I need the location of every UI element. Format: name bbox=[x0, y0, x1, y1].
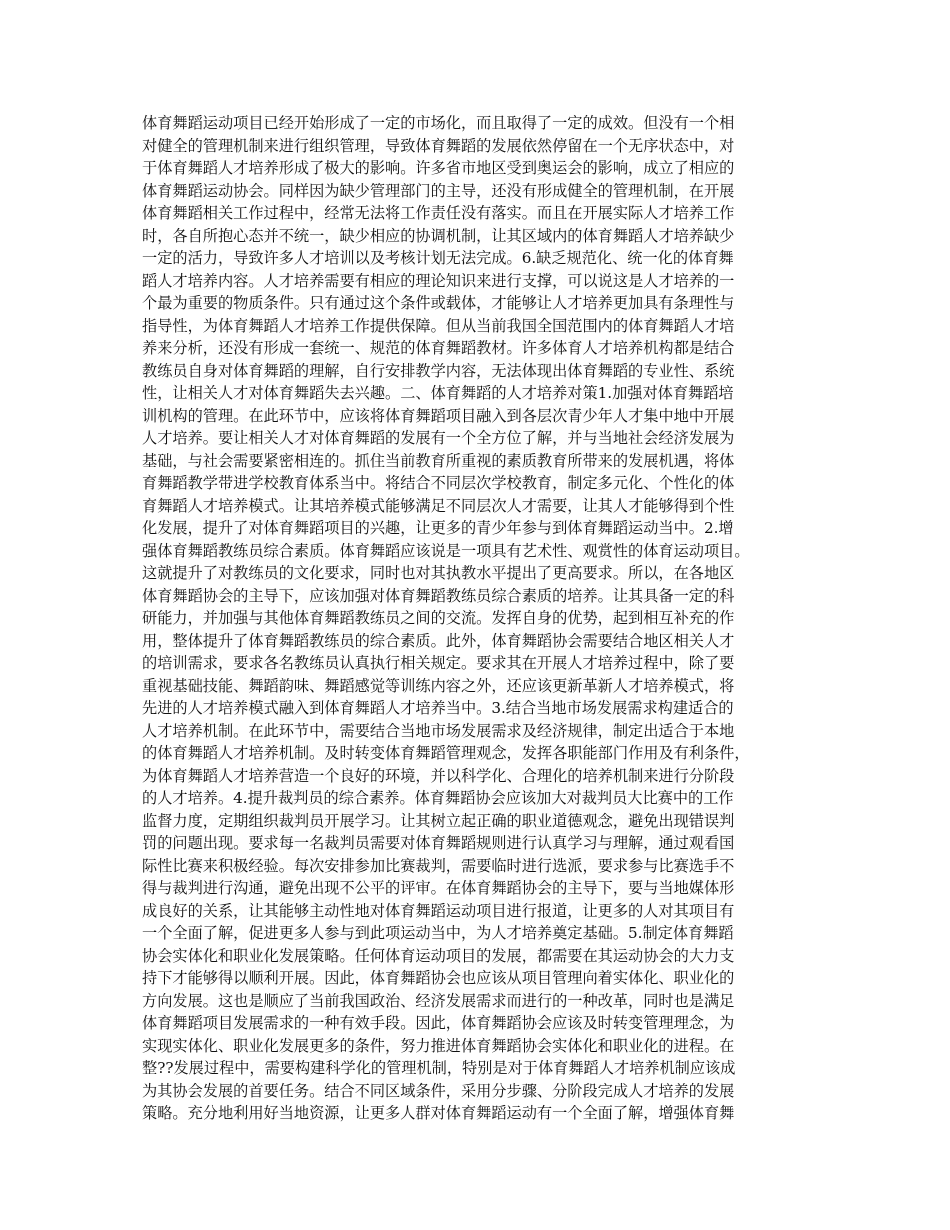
text-line: 整??发展过程中，需要构建科学化的管理机制，特别是对于体育舞蹈人才培养机制应该成 bbox=[142, 1059, 736, 1077]
text-line: 教练员自身对体育舞蹈的理解，自行安排教学内容，无法体现出体育舞蹈的专业性、系统 bbox=[142, 361, 735, 380]
text-line: 养来分析，还没有形成一套统一、规范的体育舞蹈教材。许多体育人才培养机构都是结合 bbox=[142, 339, 735, 357]
text-line: 一定的活力，导致许多人才培训以及考核计划无法完成。6.缺乏规范化、统一化的体育舞 bbox=[142, 249, 734, 267]
text-line: 持下才能够得以顺利开展。因此，体育舞蹈协会也应该从项目管理向着实体化、职业化的 bbox=[142, 969, 735, 987]
text-line: 蹈人才培养内容。人才培养需要有相应的理论知识来进行支撑，可以说这是人才培养的一 bbox=[142, 271, 735, 290]
text-line: 性，让相关人才对体育舞蹈失去兴趣。二、体育舞蹈的人才培养对策1.加强对体育舞蹈培 bbox=[142, 384, 734, 402]
text-line: 体育舞蹈运动协会。同样因为缺少管理部门的主导，还没有形成健全的管理机制，在开展 bbox=[142, 181, 735, 200]
text-line: 对健全的管理机制来进行组织管理，导致体育舞蹈的发展依然停留在一个无序状态中，对 bbox=[142, 136, 735, 155]
text-line: 用，整体提升了体育舞蹈教练员的综合素质。此外，体育舞蹈协会需要结合地区相关人才 bbox=[142, 631, 735, 650]
text-line: 这就提升了对教练员的文化要求，同时也对其执教水平提出了更高要求。所以，在各地区 bbox=[142, 564, 735, 582]
text-line: 实现实体化、职业化发展更多的条件，努力推进体育舞蹈协会实体化和职业化的进程。在 bbox=[142, 1036, 735, 1055]
text-line: 育舞蹈教学带进学校教育体系当中。将结合不同层次学校教育，制定多元化、个性化的体 bbox=[142, 474, 735, 492]
text-line: 策略。充分地利用好当地资源，让更多人群对体育舞蹈运动有一个全面了解，增强体育舞 bbox=[142, 1104, 735, 1122]
text-line: 为其协会发展的首要任务。结合不同区域条件，采用分步骤、分阶段完成人才培养的发展 bbox=[142, 1081, 735, 1100]
text-line: 体育舞蹈相关工作过程中，经常无法将工作责任没有落实。而且在开展实际人才培养工作 bbox=[142, 204, 735, 222]
text-line: 体育舞蹈协会的主导下，应该加强对体育舞蹈教练员综合素质的培养。让其具备一定的科 bbox=[142, 586, 735, 605]
text-line: 基础，与社会需要紧密相连的。抓住当前教育所重视的素质教育所带来的发展机遇，将体 bbox=[142, 451, 735, 470]
text-line: 强体育舞蹈教练员综合素质。体育舞蹈应该说是一项具有艺术性、观赏性的体育运动项目。 bbox=[142, 541, 750, 560]
text-line: 指导性，为体育舞蹈人才培养工作提供保障。但从当前我国全国范围内的体育舞蹈人才培 bbox=[142, 316, 735, 335]
text-line: 方向发展。这也是顺应了当前我国政治、经济发展需求而进行的一种改革，同时也是满足 bbox=[142, 991, 735, 1010]
text-line: 重视基础技能、舞蹈韵味、舞蹈感觉等训练内容之外，还应该更新革新人才培养模式，将 bbox=[142, 676, 735, 695]
text-line: 际性比赛来积极经验。每次安排参加比赛裁判，需要临时进行选派，要求参与比赛选手不 bbox=[142, 856, 735, 875]
text-line: 训机构的管理。在此环节中，应该将体育舞蹈项目融入到各层次青少年人才集中地中开展 bbox=[142, 406, 735, 425]
text-line: 时，各自所抱心态并不统一，缺少相应的协调机制，让其区域内的体育舞蹈人才培养缺少 bbox=[142, 226, 735, 245]
text-line: 为体育舞蹈人才培养营造一个良好的环境，并以科学化、合理化的培养机制来进行分阶段 bbox=[142, 766, 735, 785]
text-line: 罚的问题出现。要求每一名裁判员需要对体育舞蹈规则进行认真学习与理解，通过观看国 bbox=[142, 834, 735, 852]
text-line: 人才培养。要让相关人才对体育舞蹈的发展有一个全方位了解，并与当地社会经济发展为 bbox=[142, 429, 735, 447]
text-line: 先进的人才培养模式融入到体育舞蹈人才培养当中。3.结合当地市场发展需求构建适合的 bbox=[142, 699, 734, 717]
text-line: 监督力度，定期组织裁判员开展学习。让其树立起正确的职业道德观念，避免出现错误判 bbox=[142, 811, 735, 830]
text-line: 成良好的关系，让其能够主动性地对体育舞蹈运动项目进行报道，让更多的人对其项目有 bbox=[142, 901, 735, 920]
text-line: 体育舞蹈运动项目已经开始形成了一定的市场化，而且取得了一定的成效。但没有一个相 bbox=[142, 114, 735, 132]
text-line: 的培训需求，要求各名教练员认真执行相关规定。要求其在开展人才培养过程中，除了要 bbox=[142, 654, 735, 672]
text-line: 的体育舞蹈人才培养机制。及时转变体育舞蹈管理观念，发挥各职能部门作用及有利条件， bbox=[142, 744, 750, 762]
text-line: 化发展，提升了对体育舞蹈项目的兴趣，让更多的青少年参与到体育舞蹈运动当中。2.增 bbox=[142, 519, 734, 537]
text-line: 人才培养机制。在此环节中，需要结合当地市场发展需求及经济规律，制定出适合于本地 bbox=[142, 721, 735, 740]
text-line: 体育舞蹈项目发展需求的一种有效手段。因此，体育舞蹈协会应该及时转变管理理念，为 bbox=[142, 1014, 735, 1032]
body-text bbox=[142, 112, 812, 1125]
text-line: 的人才培养。4.提升裁判员的综合素养。体育舞蹈协会应该加大对裁判员大比赛中的工作 bbox=[142, 789, 734, 807]
text-line: 育舞蹈人才培养模式。让其培养模式能够满足不同层次人才需要，让其人才能够得到个性 bbox=[142, 496, 735, 515]
text-line: 于体育舞蹈人才培养形成了极大的影响。许多省市地区受到奥运会的影响，成立了相应的 bbox=[142, 159, 735, 177]
text-line: 一个全面了解，促进更多人参与到此项运动当中，为人才培养奠定基础。5.制定体育舞蹈 bbox=[142, 924, 734, 942]
text-line: 个最为重要的物质条件。只有通过这个条件或载体，才能够让人才培养更加具有条理性与 bbox=[142, 294, 735, 312]
text-line: 得与裁判进行沟通，避免出现不公平的评审。在体育舞蹈协会的主导下，要与当地媒体形 bbox=[142, 879, 735, 897]
text-line: 研能力，并加强与其他体育舞蹈教练员之间的交流。发挥自身的优势，起到相互补充的作 bbox=[142, 609, 735, 627]
text-line: 协会实体化和职业化发展策略。任何体育运动项目的发展，都需要在其运动协会的大力支 bbox=[142, 946, 735, 965]
